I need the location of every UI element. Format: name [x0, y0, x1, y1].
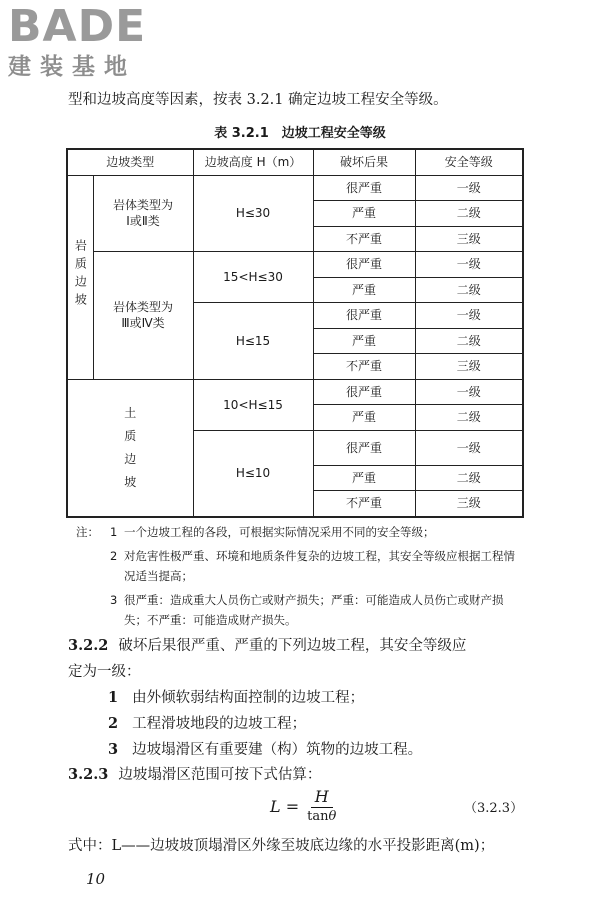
grade-cell: 一级: [415, 379, 523, 405]
consequence-cell: 很严重: [313, 175, 415, 201]
formula-denominator: [307, 808, 336, 826]
section-text: 破坏后果很严重、严重的下列边坡工程，其安全等级应: [118, 638, 467, 654]
note-item: [76, 590, 524, 630]
grade-cell: 三级: [415, 354, 523, 380]
list-item: [108, 712, 306, 733]
consequence-cell: 很严重: [313, 303, 415, 329]
header-consequence: 破坏后果: [313, 149, 415, 175]
note-text: 对危害性极严重、环境和地质条件复杂的边坡工程，其安全等级应根据工程情况适当提高；: [124, 549, 515, 583]
grade-cell: 二级: [415, 405, 523, 431]
grade-cell: 二级: [415, 465, 523, 491]
consequence-cell: 不严重: [313, 226, 415, 252]
item-text: 边坡塌滑区有重要建（构）筑物的边坡工程。: [132, 742, 423, 758]
formula-fraction: [307, 787, 336, 826]
slope-safety-grade-table: [66, 148, 524, 518]
grade-cell: 一级: [415, 430, 523, 465]
header-slope-height: 边坡高度 H（m）: [193, 149, 313, 175]
consequence-cell: 很严重: [313, 379, 415, 405]
note-text: 很严重：造成重大人员伤亡或财产损失；严重：可能造成人员伤亡或财产损失；不严重：可能造成财产损失。: [124, 593, 504, 627]
consequence-cell: 严重: [313, 277, 415, 303]
rock-type-a: 岩体类型为 Ⅰ或Ⅱ类: [93, 175, 193, 252]
table-notes: [76, 522, 524, 630]
note-number: 1: [110, 525, 118, 539]
consequence-cell: 很严重: [313, 252, 415, 278]
rock-slope-label: [67, 175, 93, 379]
consequence-cell: 不严重: [313, 491, 415, 517]
consequence-cell: 不严重: [313, 354, 415, 380]
height-cell: H≤15: [193, 303, 313, 380]
section-text: 边坡塌滑区范围可按下式估算：: [118, 767, 322, 783]
formula-tan: tan: [307, 809, 329, 824]
height-cell: H≤30: [193, 175, 313, 252]
item-number: 3: [108, 741, 119, 758]
rock-slope-text: 岩质边坡: [73, 239, 88, 312]
consequence-cell: 严重: [313, 328, 415, 354]
header-slope-type: 边坡类型: [67, 149, 193, 175]
page-number: 10: [86, 870, 106, 888]
grade-cell: 二级: [415, 277, 523, 303]
grade-cell: 一级: [415, 175, 523, 201]
consequence-cell: 严重: [313, 405, 415, 431]
section-322-line2: 定为一级：: [68, 664, 141, 680]
logo-subtitle: 建装基地: [8, 54, 136, 80]
header-safety-grade: 安全等级: [415, 149, 523, 175]
soil-slope-label: 土 质 边 坡: [67, 379, 193, 517]
note-number: 2: [110, 549, 118, 563]
notes-label: 注：: [76, 525, 99, 539]
bade-logo: [8, 2, 178, 94]
grade-cell: 二级: [415, 328, 523, 354]
consequence-cell: 很严重: [313, 430, 415, 465]
where-clause: 式中：L——边坡坡顶塌滑区外缘至坡底边缘的水平投影距离(m)；: [68, 838, 495, 854]
rock-type-b: 岩体类型为 Ⅲ或Ⅳ类: [93, 252, 193, 380]
grade-cell: 三级: [415, 491, 523, 517]
formula-3-2-3: [270, 787, 336, 826]
item-text: 工程滑坡地段的边坡工程；: [132, 716, 307, 732]
formula-theta: θ: [328, 809, 337, 824]
height-cell: 10<H≤15: [193, 379, 313, 430]
grade-cell: 一级: [415, 303, 523, 329]
section-322-line1: [68, 633, 466, 659]
height-cell: H≤10: [193, 430, 313, 517]
list-item: [108, 686, 364, 707]
section-323-line: [68, 762, 321, 788]
height-cell: 15<H≤30: [193, 252, 313, 303]
note-number: 3: [110, 593, 118, 607]
item-number: 1: [108, 689, 119, 706]
logo-word: BADE: [8, 1, 147, 52]
consequence-cell: 严重: [313, 465, 415, 491]
table-caption: 表 3.2.1 边坡工程安全等级: [214, 126, 386, 141]
item-number: 2: [108, 715, 119, 732]
intro-paragraph: 型和边坡高度等因素，按表 3.2.1 确定边坡工程安全等级。: [68, 92, 448, 108]
formula-lhs: L =: [270, 797, 300, 816]
grade-cell: 三级: [415, 226, 523, 252]
equation-number: （3.2.3）: [464, 801, 524, 816]
note-text: 一个边坡工程的各段，可根据实际情况采用不同的安全等级；: [124, 525, 435, 539]
section-number: 3.2.2: [68, 637, 109, 654]
list-item: [108, 738, 422, 759]
section-number: 3.2.3: [68, 766, 109, 783]
grade-cell: 二级: [415, 201, 523, 227]
formula-numerator: H: [311, 787, 333, 808]
note-item: [76, 546, 524, 586]
note-item: [76, 522, 524, 542]
consequence-cell: 严重: [313, 201, 415, 227]
grade-cell: 一级: [415, 252, 523, 278]
item-text: 由外倾软弱结构面控制的边坡工程；: [132, 690, 365, 706]
